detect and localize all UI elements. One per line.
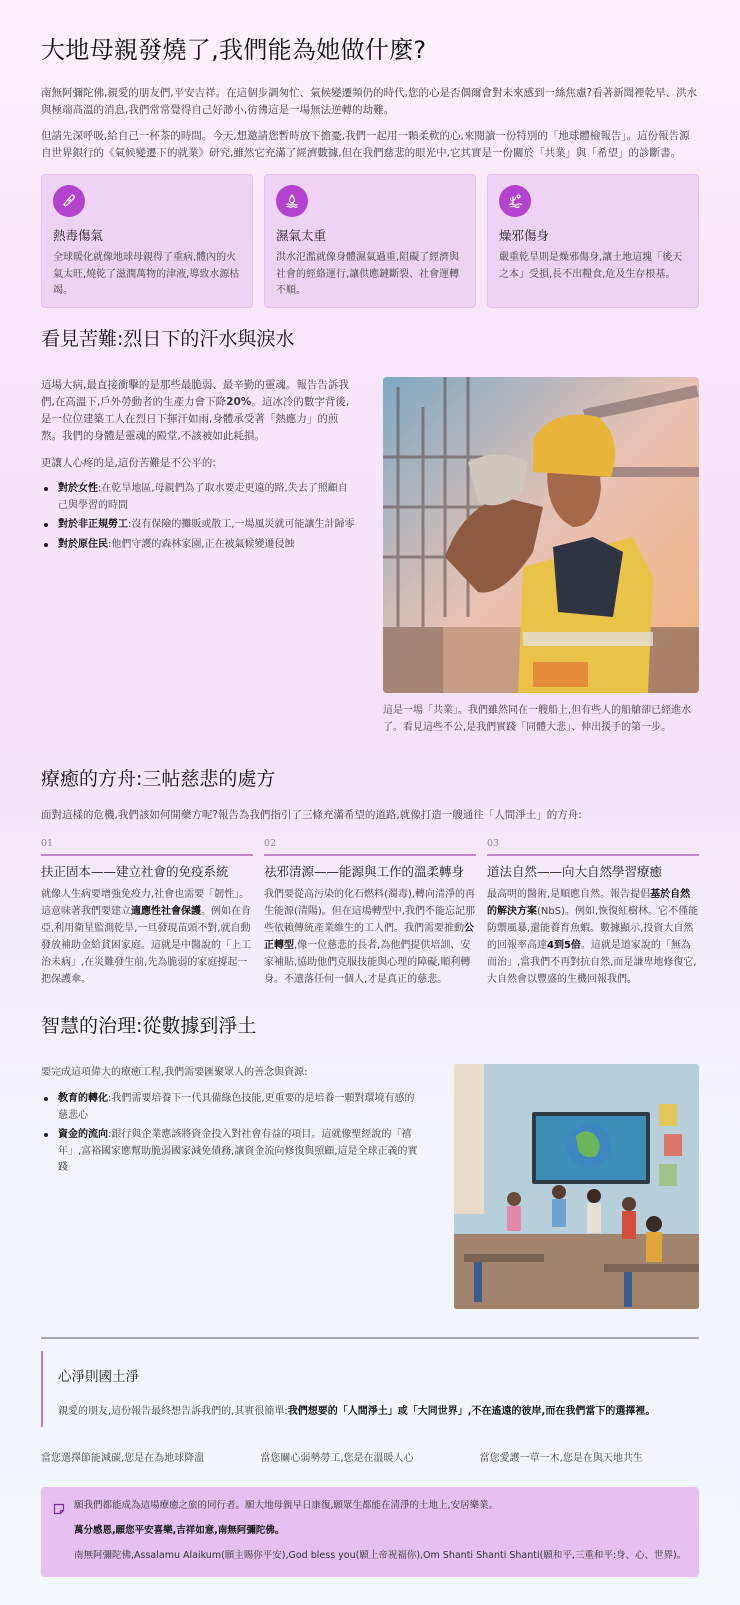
section-title-remedy: 療癒的方舟:三帖慈悲的處方 (41, 768, 276, 790)
suffering-paragraph-2: 更讓人心疼的是,這份苦難是不公平的: (41, 457, 216, 469)
remedy-intro: 面對這樣的危機,我們該如何開藥方呢?報告為我們指引了三條充滿希望的道路,就像打造一艘通往「人間淨土」的方舟: (41, 809, 582, 821)
thermometer-icon (53, 185, 85, 217)
inequality-list (41, 481, 357, 553)
remedy-steps (41, 838, 699, 988)
step-1 (41, 838, 253, 988)
action-item: 當您愛護一草一木,您是在與天地共生 (479, 1453, 643, 1464)
step-number: 02 (264, 838, 277, 849)
step-text (264, 886, 476, 988)
text: 我們要從高污染的化石燃料(濁毒),轉向清淨的再生能源(清陽)。但在這場轉型中,我們不能忘記那些依賴傳統產業維生的工人們。我們需要推動 (264, 889, 475, 934)
list-item (41, 1127, 424, 1177)
section-title-suffering: 看見苦難:烈日下的汗水與淚水 (41, 328, 295, 350)
text: 。這就是道家說的「無為而治」,當我們不再對抗自然,而是謙卑地修復它,大自然會以豐盛的生機回報我們。 (487, 940, 697, 985)
stat-20-percent: 20% (226, 396, 252, 408)
action-item: 當您選擇節能減碳,您是在為地球降溫 (41, 1453, 205, 1464)
section-title-governance: 智慧的治理:從數據到淨土 (41, 1015, 257, 1037)
card-title: 濕氣太重 (276, 228, 327, 243)
text: ,像一位慈悲的長者,為他們提供培訓、安家補貼,協助他們克服技能與心理的障礙,順利轉身。不遺落任何一個人,才是真正的慈悲。 (264, 940, 471, 985)
list-item-text: :銀行與企業應該將資金投入對社會有益的項目。這就像聖經說的「禧年」,富裕國家應幫助脆弱國家減免債務,讓資金流向修復與照顧,這是全球正義的實踐 (58, 1129, 418, 1173)
text: 。例如在肯亞,利用衛星監測乾旱,一旦發現苗頭不對,就自動發放補助金給貧困家庭。這就是中醫說的「上工治未病」,在災難發生前,先為脆弱的家庭撐起一把保護傘。 (41, 906, 251, 985)
step-text (487, 886, 699, 988)
text: 最高明的醫術,是順應自然。報告提倡 (487, 889, 651, 900)
step-2 (264, 838, 476, 988)
list-item-text: :沒有保險的攤販或散工,一場風災就可能讓生計歸零 (128, 519, 355, 530)
symptom-cards (41, 174, 699, 308)
step-title: 道法自然——向大自然學習療癒 (487, 864, 663, 879)
card-text: 嚴重乾旱則是燥邪傷身,讓土地這塊「後天之本」受損,長不出糧食,危及生存根基。 (499, 252, 683, 280)
card-title: 燥邪傷身 (499, 228, 550, 243)
actions-row (41, 1449, 699, 1464)
list-item-label: 對於女性 (58, 483, 98, 494)
step-divider (41, 854, 253, 856)
drought-plant-icon (499, 185, 531, 217)
list-item-text: :他們守護的森林家園,正在被氣候變遷侵蝕 (108, 538, 295, 550)
text: 親愛的朋友,這份報告最終想告訴我們的,其實很簡單: (58, 1406, 288, 1417)
prayer-line-2: 萬分感恩,願您平安喜樂,吉祥如意,南無阿彌陀佛。 (74, 1525, 285, 1536)
text: 這場大病,最直接衝擊的是那些最脆弱、最辛勤的靈魂。報告告訴我們,在高溫下,戶外勞動者的生產力會下降 (41, 379, 349, 408)
list-item-text: :在乾旱地區,母親們為了取水要走更遠的路,失去了照顧自己與學習的時間 (58, 483, 348, 511)
card-text: 全球暖化就像地球母親得了重病,體內的火氣太旺,燒乾了滋潤萬物的津液,導致水源枯竭。 (53, 252, 240, 296)
text: (NbS)。例如,恢復紅樹林。它不僅能防禦風暴,還能養育魚蝦。數據顯示,投資大自然的回報率高達 (487, 906, 699, 951)
step-text (41, 886, 253, 988)
governance-list (41, 1091, 424, 1177)
photo-caption: 這是一場「共業」。我們雖然同在一艘船上,但有些人的船艙卻已經進水了。看見這些不公,是我們實踐「同體大悲」、伸出援手的第一步。 (383, 705, 692, 733)
card-heat (41, 174, 253, 308)
step-title: 祛邪清源——能源與工作的溫柔轉身 (264, 864, 465, 879)
water-drop-icon (276, 185, 308, 217)
note-icon (53, 1500, 65, 1519)
prayer-box (41, 1487, 699, 1577)
governance-figure (454, 1064, 699, 1309)
action-item: 當您關心弱勢勞工,您是在溫暖人心 (260, 1453, 414, 1464)
prayer-lines (74, 1499, 686, 1563)
prayer-line-3: 南無阿彌陀佛,Assalamu Alaikum(願主賜你平安),God bless you(願上帝祝福你),Om Shanti Shanti Shanti(願和平,三重和平:身、心、世界)。 (74, 1550, 687, 1561)
suffering-paragraph-1 (41, 377, 357, 445)
prayer-line-1: 願我們都能成為這場療癒之旅的同行者。願大地母親早日康復,願眾生都能在清淨的土地上,安居樂業。 (74, 1500, 499, 1511)
card-damp (264, 174, 476, 308)
closing-text (58, 1402, 699, 1417)
card-text: 洪水氾濫就像身體濕氣過重,阻礙了經濟與社會的經絡運行,讓供應鏈斷裂、社會運轉不順。 (276, 252, 460, 296)
list-item (41, 517, 357, 534)
classroom-photo (454, 1064, 699, 1309)
emphasis: 公正轉型 (264, 923, 474, 951)
suffering-section (41, 377, 699, 736)
step-3 (487, 838, 699, 988)
list-item-text: :我們需要培養下一代具備綠色技能,更重要的是培養一顆對環境有感的慈悲心 (58, 1093, 415, 1121)
closing-title: 心淨則國土淨 (58, 1369, 139, 1385)
card-title: 熱毒傷氣 (53, 228, 104, 243)
step-number: 01 (41, 838, 54, 849)
step-title: 扶正固本——建立社會的免疫系統 (41, 864, 229, 879)
step-divider (264, 854, 476, 856)
text: 。這冰冷的數字背後,是一位位建築工人在烈日下揮汗如雨,身體承受著「熱應力」的煎熬。我們的身體是靈魂的殿堂,不該被如此耗損。 (41, 396, 350, 442)
intro-paragraph-1: 南無阿彌陀佛,親愛的朋友們,平安吉祥。在這個步調匆忙、氣候變遷頻仍的時代,您的心是否偶爾會對未來感到一絲焦慮?看著新聞裡乾旱、洪水與極端高溫的消息,我們常常覺得自己好渺小,彷彿這是一場無法逆轉的劫難。 (41, 87, 698, 116)
worker-photo (383, 377, 699, 693)
page-title: 大地母親發燒了,我們能為她做什麼? (41, 36, 427, 64)
section-divider (41, 1337, 699, 1339)
list-item (41, 537, 357, 554)
governance-section (41, 1064, 699, 1309)
suffering-figure (383, 377, 699, 736)
suffering-text (41, 377, 357, 736)
step-divider (487, 854, 699, 856)
governance-text (41, 1064, 424, 1309)
emphasis: 基於自然的解決方案 (487, 889, 691, 917)
prayer-row (53, 1499, 687, 1563)
text: 就像人生病要增強免疫力,社會也需要「韌性」。這意味著我們要建立 (41, 889, 250, 917)
step-number: 03 (487, 838, 500, 849)
emphasis: 適應性社會保護 (131, 906, 201, 917)
card-dry (487, 174, 699, 308)
emphasis: 我們想要的「人間淨土」或「大同世界」,不在遙遠的彼岸,而在我們當下的選擇裡。 (287, 1406, 656, 1417)
governance-intro: 要完成這項偉大的療癒工程,我們需要匯聚眾人的善念與資源: (41, 1067, 308, 1078)
list-item-label: 對於非正規勞工 (58, 519, 128, 530)
list-item-label: 資金的流向 (58, 1129, 108, 1140)
list-item (41, 1091, 424, 1124)
emphasis: 4到5倍 (547, 940, 581, 951)
closing-quote (41, 1351, 699, 1427)
list-item-label: 教育的轉化 (58, 1093, 108, 1104)
intro-paragraph-2: 但請先深呼吸,給自己一杯茶的時間。今天,想邀請您暫時放下擔憂,我們一起用一顆柔軟的心,來閱讀一份特別的「地球體檢報告」。這份報告源自世界銀行的《氣候變遷下的就業》研究,雖然它充滿了經濟數據,但在我們慈悲的眼光中,它其實是一份關於「共業」與「希望」的診斷書。 (41, 130, 690, 159)
list-item (41, 481, 357, 514)
list-item-label: 對於原住民 (58, 538, 108, 550)
